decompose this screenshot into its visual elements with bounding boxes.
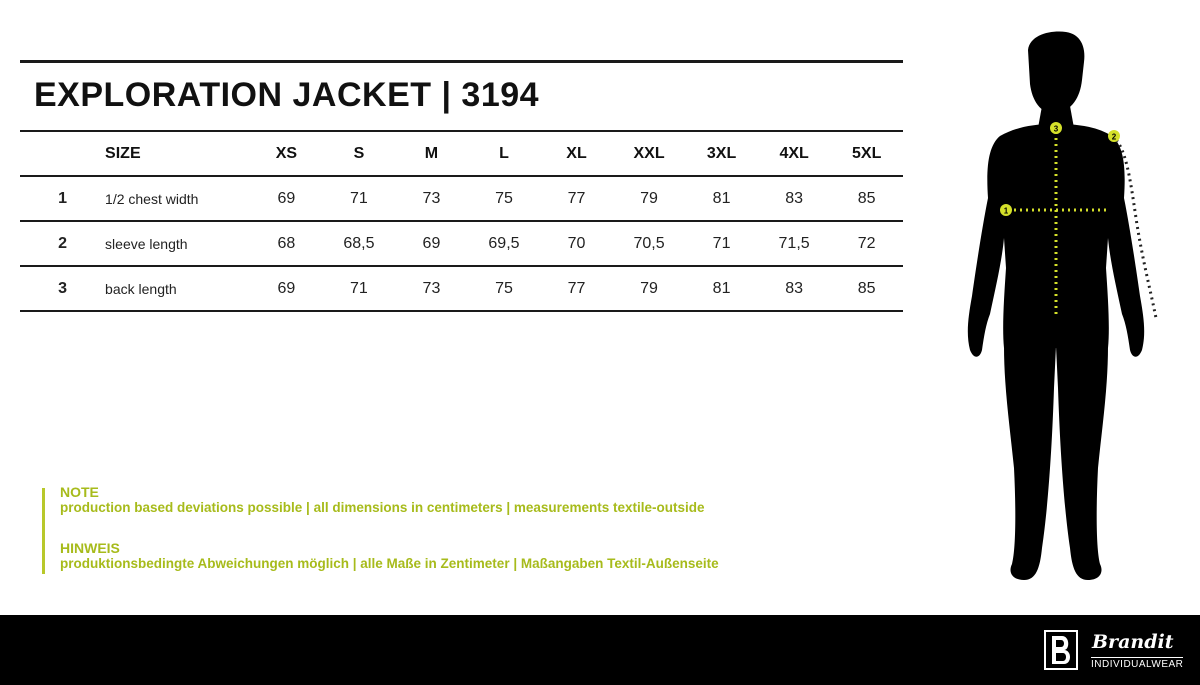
row-label: back length — [105, 280, 177, 297]
table-cell: 71 — [712, 234, 731, 252]
note-accent-bar — [42, 488, 45, 574]
footer-bar — [0, 615, 1200, 685]
size-4xl: 4XL — [779, 144, 809, 162]
body-silhouette — [968, 32, 1144, 580]
table-cell: 83 — [785, 189, 803, 207]
table-cell: 69 — [277, 189, 296, 207]
table-cell: 73 — [422, 189, 441, 207]
table-cell: 81 — [712, 189, 731, 207]
size-3xl: 3XL — [706, 144, 737, 162]
marker-1: 1 — [1003, 206, 1009, 216]
table-cell: 79 — [640, 189, 658, 207]
table-cell: 71 — [350, 189, 368, 207]
brand-tagline: INDIVIDUALWEAR — [1091, 659, 1184, 670]
header-size-label: SIZE — [105, 144, 141, 162]
table-cell: 68 — [277, 234, 296, 252]
table-cell: 70,5 — [633, 234, 665, 252]
table-cell: 69 — [422, 234, 441, 252]
brandit-logo-icon — [1044, 630, 1078, 670]
page-title: EXPLORATION JACKET | 3194 — [34, 76, 540, 114]
row-number: 2 — [58, 234, 67, 252]
table-cell: 72 — [857, 234, 876, 252]
row-number: 1 — [58, 189, 67, 207]
hinweis-heading: HINWEIS — [60, 540, 120, 556]
table-cell: 85 — [857, 279, 876, 297]
table-cell: 69,5 — [488, 234, 520, 252]
table-cell: 83 — [785, 279, 803, 297]
size-5xl: 5XL — [852, 144, 882, 162]
table-row — [20, 221, 903, 266]
table-cell: 75 — [495, 189, 513, 207]
table-cell: 81 — [712, 279, 731, 297]
table-cell: 77 — [567, 279, 586, 297]
table-cell: 69 — [277, 279, 296, 297]
header-num-cell — [20, 131, 105, 176]
table-row — [20, 176, 903, 221]
size-l: L — [499, 144, 509, 162]
table-cell: 68,5 — [343, 234, 375, 252]
note-heading: NOTE — [60, 484, 99, 500]
table-cell: 73 — [422, 279, 441, 297]
table-cell: 71 — [350, 279, 368, 297]
size-m: M — [424, 144, 439, 162]
table-cell: 85 — [857, 189, 876, 207]
table-cell: 71,5 — [778, 234, 810, 252]
size-xl: XL — [566, 144, 587, 162]
top-rule — [20, 60, 903, 63]
marker-3: 3 — [1053, 124, 1059, 134]
table-cell: 77 — [567, 189, 586, 207]
table-cell: 70 — [567, 234, 586, 252]
note-text: production based deviations possible | all dimensions in centimeters | measurements textile-outside — [60, 500, 705, 515]
size-xxl: XXL — [633, 144, 665, 162]
table-cell: 75 — [495, 279, 513, 297]
size-s: S — [353, 144, 365, 162]
row-label: 1/2 chest width — [105, 190, 199, 207]
brand-name: Brandit — [1092, 631, 1174, 653]
size-header-row — [20, 131, 903, 176]
body-measurement-figure — [940, 28, 1170, 588]
table-row — [20, 266, 903, 311]
hinweis-text: produktionsbedingte Abweichungen möglich | alle Maße in Zentimeter | Maßangaben Textil-Außenseite — [60, 556, 719, 571]
note-en — [60, 484, 704, 516]
row-label: sleeve length — [105, 235, 188, 252]
size-xs: XS — [275, 144, 298, 162]
table-cell: 79 — [640, 279, 658, 297]
size-table — [20, 130, 903, 312]
marker-2: 2 — [1111, 132, 1117, 142]
row-number: 3 — [58, 279, 67, 297]
note-de — [60, 540, 719, 572]
